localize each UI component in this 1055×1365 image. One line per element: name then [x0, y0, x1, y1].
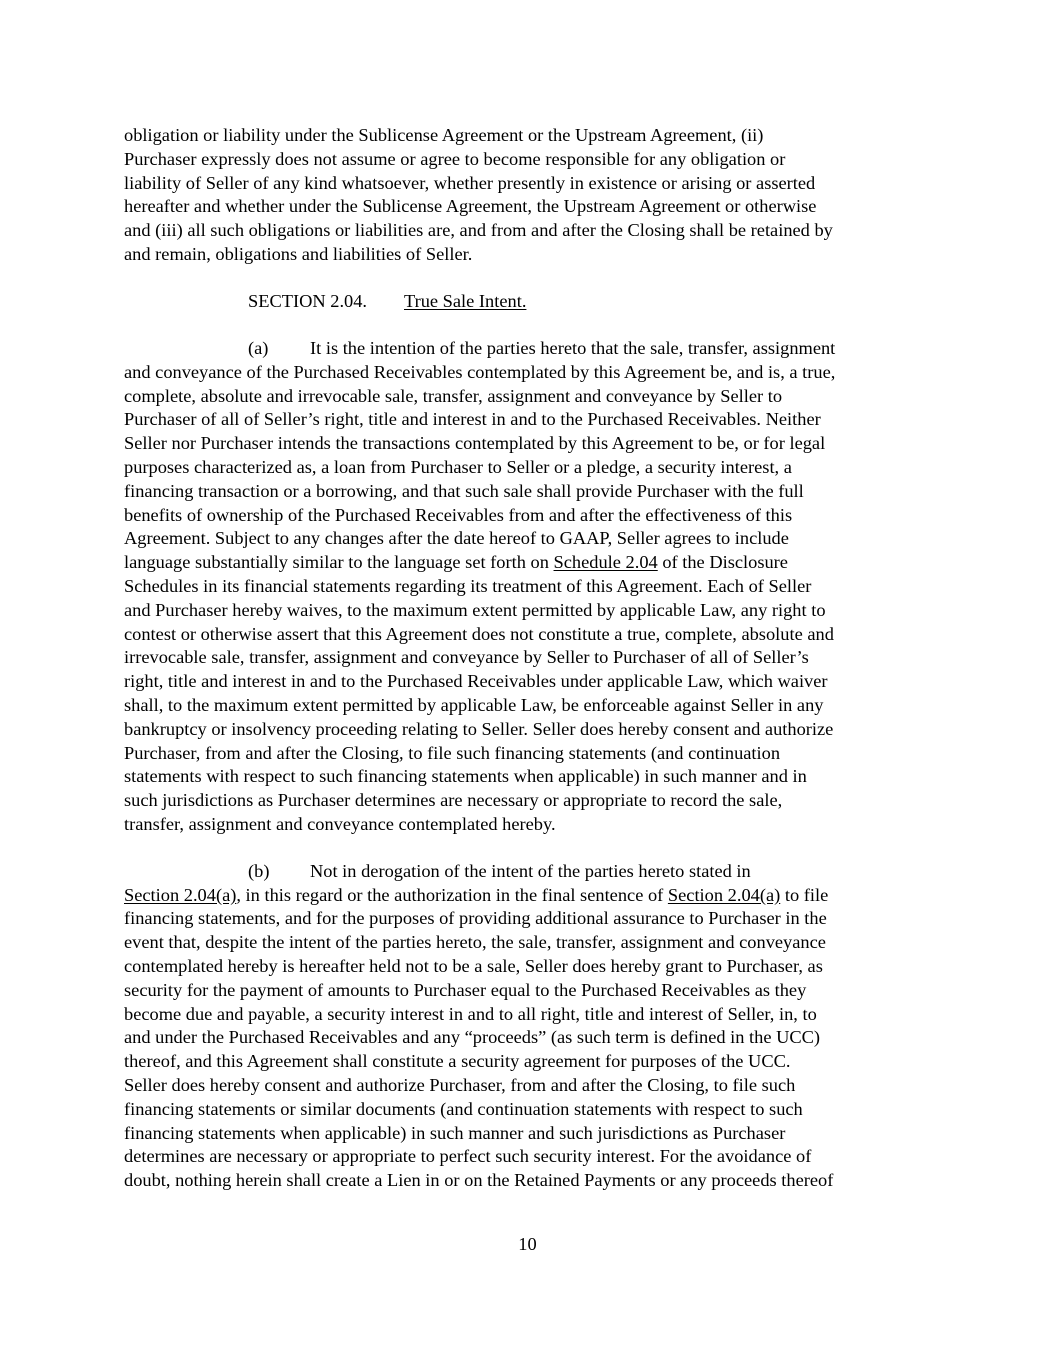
- paragraph-a-first-line: [124, 337, 930, 361]
- text-line: and under the Purchased Receivables and any “proceeds” (as such term is defined in the UCC): [124, 1027, 821, 1048]
- text-line: statements with respect to such financing statements when applicable) in such manner and in: [124, 766, 807, 787]
- text-line: Agreement. Subject to any changes after the date hereof to GAAP, Seller agrees to include: [124, 528, 789, 549]
- paragraph-gap: [124, 837, 930, 860]
- section-reference: Section 2.04(a): [667, 884, 781, 905]
- text-line: shall, to the maximum extent permitted by applicable Law, be enforceable against Seller in any: [124, 694, 824, 715]
- text-line: event that, despite the intent of the parties hereto, the sale, transfer, assignment and conveyance: [124, 932, 826, 953]
- text-line: thereof, and this Agreement shall constitute a security agreement for purposes of the UCC.: [124, 1051, 791, 1072]
- text-line: Purchaser, from and after the Closing, to file such financing statements (and continuation: [124, 742, 781, 763]
- text-line: such jurisdictions as Purchaser determines are necessary or appropriate to record the sale,: [124, 790, 783, 811]
- text-line: contemplated hereby is hereafter held not to be a sale, Seller does hereby grant to Purchaser, as: [124, 956, 823, 977]
- text-line: Purchaser expressly does not assume or agree to become responsible for any obligation or: [124, 148, 786, 169]
- text-line: doubt, nothing herein shall create a Lien in or on the Retained Payments or any proceeds thereof: [124, 1170, 834, 1191]
- section-reference: Section 2.04(a): [124, 884, 237, 905]
- paragraph-a: [124, 337, 930, 837]
- text-line: financing statements or similar documents (and continuation statements with respect to such: [124, 1098, 803, 1119]
- text-line-with-reference: [124, 884, 930, 908]
- text-segment: Not in derogation of the intent of the parties hereto stated in: [310, 860, 751, 881]
- intro-paragraph: [124, 124, 930, 267]
- text-line: financing statements when applicable) in such manner and such jurisdictions as Purchaser: [124, 1122, 786, 1143]
- paragraph-b-first-line: [124, 860, 930, 884]
- text-line: contest or otherwise assert that this Agreement does not constitute a true, complete, absolute and: [124, 623, 834, 644]
- text-line: determines are necessary or appropriate to perfect such security interest. For the avoidance of: [124, 1146, 812, 1167]
- text-segment: language substantially similar to the language set forth on: [124, 552, 554, 573]
- text-line: and Purchaser hereby waives, to the maximum extent permitted by applicable Law, any right to: [124, 599, 826, 620]
- schedule-reference: Schedule 2.04: [553, 552, 658, 573]
- text-line: and (iii) all such obligations or liabilities are, and from and after the Closing shall be retained by: [124, 220, 833, 241]
- document-page: [124, 124, 930, 1193]
- text-line: Seller does hereby consent and authorize Purchaser, from and after the Closing, to file such: [124, 1075, 796, 1096]
- section-number: SECTION 2.04.: [248, 290, 368, 311]
- text-line: transfer, assignment and conveyance contemplated hereby.: [124, 813, 556, 834]
- text-segment: It is the intention of the parties hereto that the sale, transfer, assignment: [310, 337, 836, 358]
- paragraph-b: [124, 860, 930, 1193]
- text-line: irrevocable sale, transfer, assignment and conveyance by Seller to Purchaser of all of Seller’s: [124, 647, 809, 668]
- text-line: financing transaction or a borrowing, and that such sale shall provide Purchaser with the full: [124, 480, 804, 501]
- text-line: and remain, obligations and liabilities of Seller.: [124, 243, 473, 264]
- text-line: hereafter and whether under the Sublicense Agreement, the Upstream Agreement or otherwise: [124, 196, 817, 217]
- text-line: liability of Seller of any kind whatsoever, whether presently in existence or arising or asserted: [124, 172, 816, 193]
- text-line: and conveyance of the Purchased Receivables contemplated by this Agreement be, and is, a true,: [124, 361, 836, 382]
- text-line: security for the payment of amounts to Purchaser equal to the Purchased Receivables as they: [124, 979, 807, 1000]
- text-line: Schedules in its financial statements regarding its treatment of this Agreement. Each of Seller: [124, 575, 812, 596]
- text-line-with-reference: [124, 551, 930, 575]
- section-heading: [124, 290, 930, 314]
- paragraph-gap: [124, 267, 930, 290]
- section-title: True Sale Intent.: [404, 290, 527, 311]
- text-line: Seller nor Purchaser intends the transactions contemplated by this Agreement to be, or for legal: [124, 433, 826, 454]
- text-segment: to file: [780, 884, 829, 905]
- paragraph-gap: [124, 314, 930, 337]
- text-segment: of the Disclosure: [657, 552, 788, 573]
- text-line: bankruptcy or insolvency proceeding relating to Seller. Seller does hereby consent and authorize: [124, 718, 834, 739]
- text-line: become due and payable, a security interest in and to all right, title and interest of Seller, in, to: [124, 1003, 817, 1024]
- page-number: 10: [518, 1234, 537, 1254]
- paragraph-b-label: (b): [248, 860, 270, 881]
- text-line: benefits of ownership of the Purchased Receivables from and after the effectiveness of this: [124, 504, 793, 525]
- text-line: complete, absolute and irrevocable sale, transfer, assignment and conveyance by Seller to: [124, 385, 783, 406]
- text-line: Purchaser of all of Seller’s right, title and interest in and to the Purchased Receivables. Neither: [124, 409, 821, 430]
- text-line: financing statements, and for the purposes of providing additional assurance to Purchaser in the: [124, 908, 827, 929]
- text-line: right, title and interest in and to the Purchased Receivables under applicable Law, which waiver: [124, 671, 828, 692]
- text-line: purposes characterized as, a loan from Purchaser to Seller or a pledge, a security interest, a: [124, 456, 792, 477]
- paragraph-a-label: (a): [248, 337, 269, 358]
- text-line: obligation or liability under the Sublicense Agreement or the Upstream Agreement, (ii): [124, 125, 764, 145]
- text-segment: , in this regard or the authorization in the final sentence of: [236, 884, 668, 905]
